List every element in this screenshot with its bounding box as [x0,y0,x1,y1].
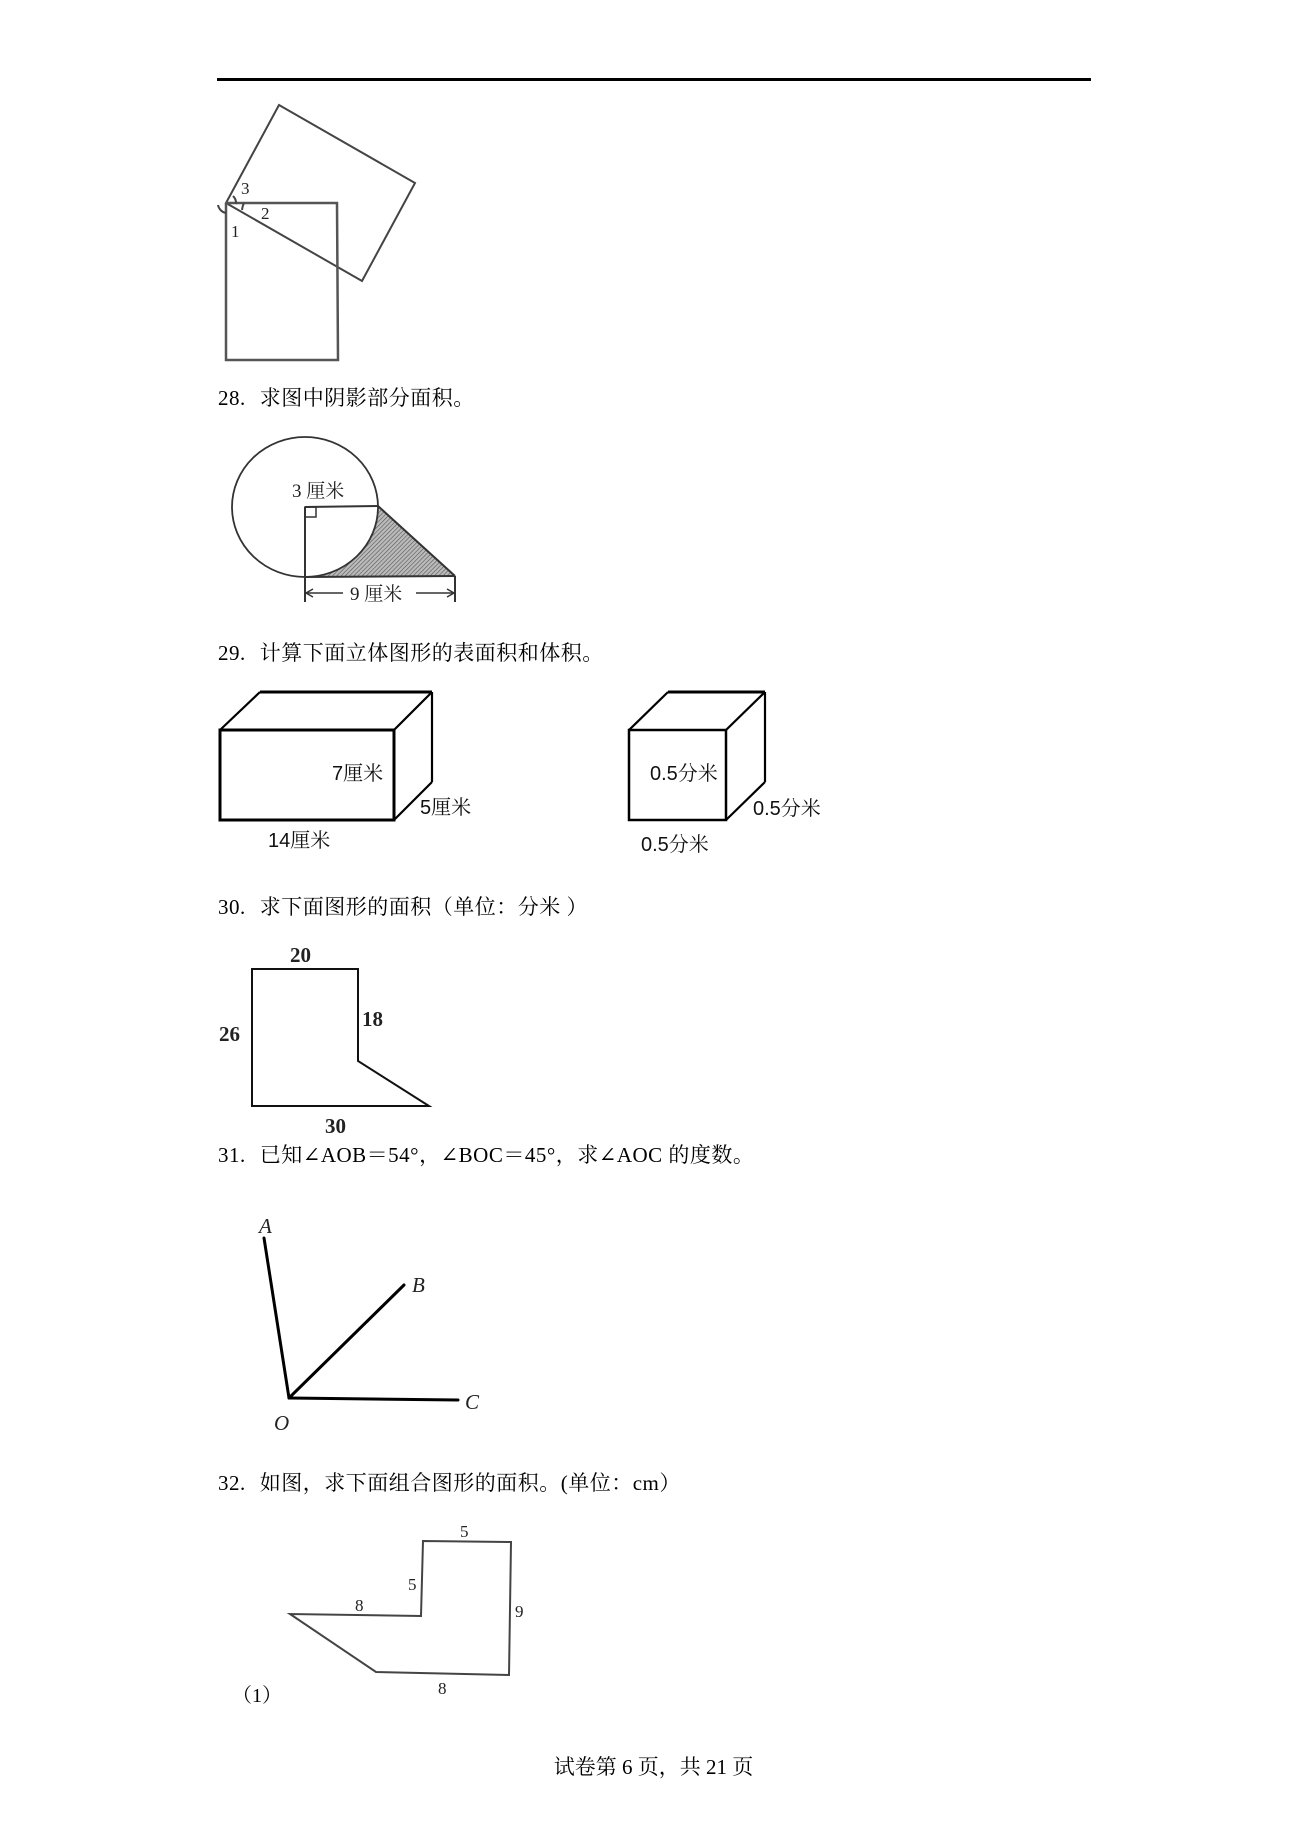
base-length-label: 9 厘米 [350,584,403,605]
point-b-label: B [412,1273,425,1297]
question-text: 已知∠AOB＝54°，∠BOC＝45°，求∠AOC 的度数。 [259,1143,755,1167]
cuboid-height-label: 7厘米 [332,763,384,785]
question-text: 计算下面立体图形的表面积和体积。 [259,641,604,665]
angle-label-1: 1 [231,222,240,241]
cuboid-length-label: 14厘米 [268,830,331,852]
sub-question-label: （1） [232,1685,282,1707]
question-number: 28. [218,386,246,410]
question-28 [218,385,475,411]
top-width-label: 5 [460,1522,469,1541]
question-number: 29. [218,641,246,665]
point-a-label: A [259,1214,272,1238]
cube-length-label: 0.5分米 [641,834,709,856]
question-31 [218,1142,754,1168]
angle-label-2: 2 [261,204,270,223]
angle-label-3: 3 [241,179,250,198]
header-rule [217,78,1091,81]
question-number: 31. [218,1143,246,1167]
question-text: 求图中阴影部分面积。 [259,386,475,410]
question-number: 30. [218,895,246,919]
cuboid-depth-label: 5厘米 [420,797,472,819]
question-29 [218,640,604,666]
inner-horizontal-label: 8 [355,1596,364,1615]
cube-depth-label: 0.5分米 [753,798,821,820]
question-30 [218,894,588,920]
bottom-length-label: 30 [325,1114,346,1138]
page-footer: 试卷第 6 页，共 21 页 [553,1755,754,1779]
question-text: 求下面图形的面积（单位：分米 ） [259,895,588,919]
bottom-width-label: 8 [438,1679,447,1698]
radius-label: 3 厘米 [292,481,345,502]
right-length-label: 18 [362,1007,383,1031]
point-c-label: C [465,1390,480,1414]
inner-vertical-label: 5 [408,1575,417,1594]
left-length-label: 26 [219,1022,240,1046]
question-32 [218,1470,681,1496]
top-length-label: 20 [290,943,311,967]
question-text: 如图，求下面组合图形的面积。(单位：cm） [259,1471,681,1495]
point-o-label: O [274,1411,290,1435]
cube-height-label: 0.5分米 [650,763,718,785]
question-number: 32. [218,1471,246,1495]
right-height-label: 9 [515,1602,524,1621]
